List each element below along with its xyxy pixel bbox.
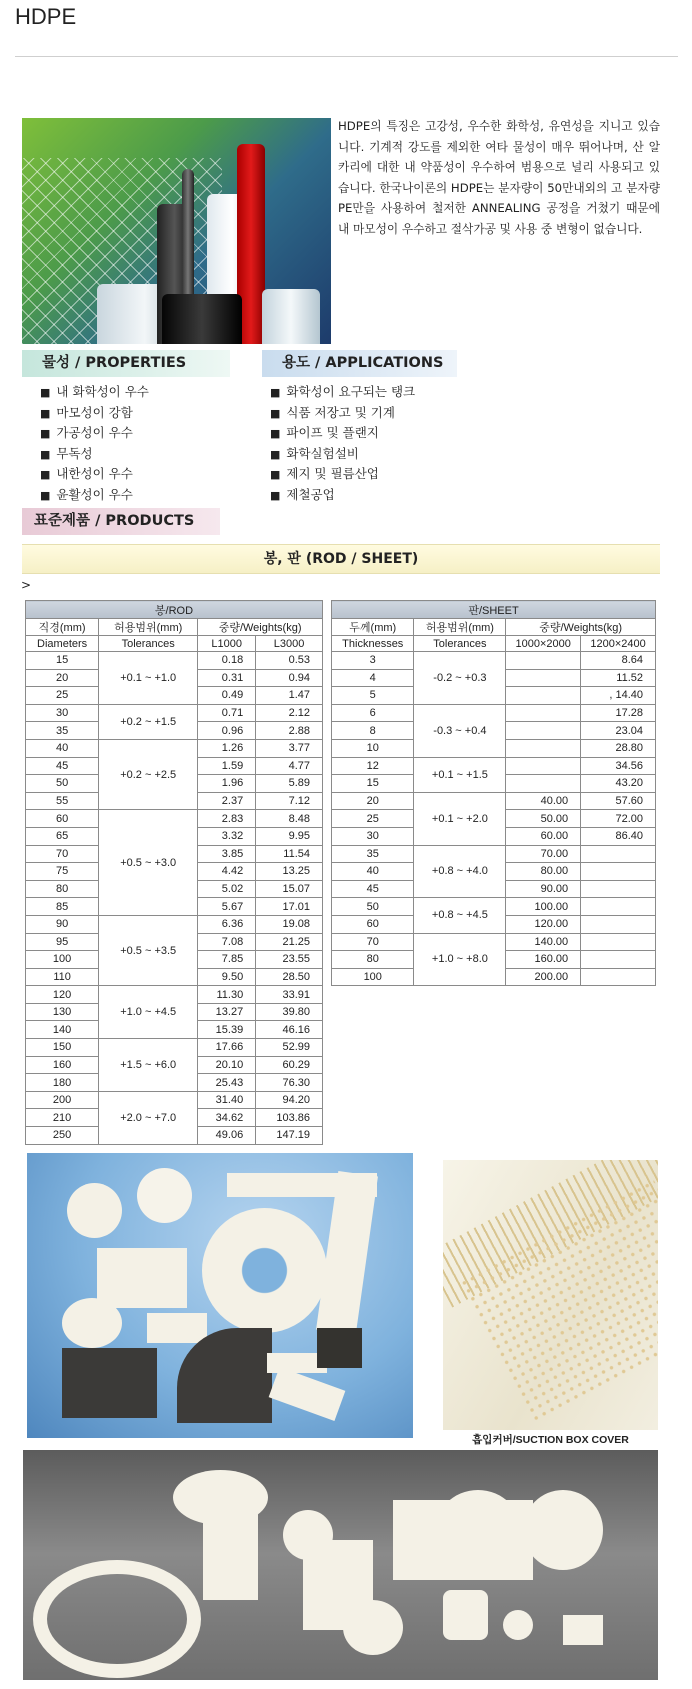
tolerance-cell: +0.5 ~ +3.0	[99, 810, 198, 916]
size-cell: 50	[26, 775, 99, 793]
table-row	[26, 1039, 323, 1057]
size-cell: 35	[26, 722, 99, 740]
weight-cell: 160.00	[506, 951, 581, 969]
size-cell: 60	[332, 915, 414, 933]
weight-cell: 3.85	[198, 845, 256, 863]
size-cell: 200	[26, 1091, 99, 1109]
table-row	[26, 810, 323, 828]
suction-box-cover-photo	[443, 1160, 658, 1430]
hdpe-rods-photo	[22, 118, 331, 344]
size-cell: 160	[26, 1056, 99, 1074]
list-item: ■ 내한성이 우수	[40, 464, 149, 485]
weight-cell: 2.83	[198, 810, 256, 828]
size-cell: 30	[332, 827, 414, 845]
table-row	[26, 704, 323, 722]
table-row	[332, 933, 656, 951]
weight-cell: 39.80	[256, 1003, 323, 1021]
weight-cell: 2.12	[256, 704, 323, 722]
weight-cell: 57.60	[581, 792, 656, 810]
size-cell: 250	[26, 1127, 99, 1145]
size-cell: 85	[26, 898, 99, 916]
weight-cell: 11.54	[256, 845, 323, 863]
size-cell: 4	[332, 669, 414, 687]
weight-cell: 23.04	[581, 722, 656, 740]
weight-cell: 13.27	[198, 1003, 256, 1021]
weight-cell: 1.26	[198, 739, 256, 757]
weight-cell	[581, 968, 656, 986]
weight-cell: 140.00	[506, 933, 581, 951]
tolerance-cell: +1.0 ~ +8.0	[414, 933, 506, 986]
weight-cell: 50.00	[506, 810, 581, 828]
weight-cell: 28.80	[581, 739, 656, 757]
tolerance-cell: +1.0 ~ +4.5	[99, 986, 198, 1039]
weight-cell: 200.00	[506, 968, 581, 986]
tolerance-cell: +2.0 ~ +7.0	[99, 1091, 198, 1144]
weight-cell	[506, 669, 581, 687]
weight-cell: 0.71	[198, 704, 256, 722]
size-cell: 95	[26, 933, 99, 951]
weight-cell: 20.10	[198, 1056, 256, 1074]
size-cell: 75	[26, 863, 99, 881]
weight-cell: 15.39	[198, 1021, 256, 1039]
weight-cell	[506, 704, 581, 722]
applications-heading: 용도 / APPLICATIONS	[262, 350, 457, 377]
tolerance-cell: -0.3 ~ +0.4	[414, 704, 506, 757]
weight-cell: 49.06	[198, 1127, 256, 1145]
size-cell: 25	[26, 687, 99, 705]
size-cell: 110	[26, 968, 99, 986]
sheet-col-tolerance: 허용범위(mm)	[414, 619, 506, 636]
list-item: ■ 제지 및 필름산업	[270, 464, 415, 485]
weight-cell: 11.52	[581, 669, 656, 687]
tolerance-cell: +0.1 ~ +2.0	[414, 792, 506, 845]
size-cell: 70	[332, 933, 414, 951]
weight-cell: 15.07	[256, 880, 323, 898]
weight-cell	[581, 845, 656, 863]
machined-parts-photo	[27, 1153, 413, 1438]
rod-table	[25, 600, 323, 1145]
size-cell: 3	[332, 652, 414, 670]
tolerance-cell: +0.2 ~ +1.5	[99, 704, 198, 739]
weight-cell: 25.43	[198, 1074, 256, 1092]
weight-cell: 19.08	[256, 915, 323, 933]
applications-list	[270, 382, 415, 505]
size-cell: 25	[332, 810, 414, 828]
weight-cell: 8.64	[581, 652, 656, 670]
weight-cell	[506, 722, 581, 740]
size-cell: 50	[332, 898, 414, 916]
weight-cell	[506, 652, 581, 670]
weight-cell	[506, 775, 581, 793]
weight-cell: 94.20	[256, 1091, 323, 1109]
size-cell: 30	[26, 704, 99, 722]
weight-cell: 9.50	[198, 968, 256, 986]
weight-cell: 100.00	[506, 898, 581, 916]
size-cell: 100	[26, 951, 99, 969]
weight-cell: 4.77	[256, 757, 323, 775]
weight-cell: 76.30	[256, 1074, 323, 1092]
weight-cell: 90.00	[506, 880, 581, 898]
tolerance-cell: +0.8 ~ +4.0	[414, 845, 506, 898]
tolerance-cell: +0.5 ~ +3.5	[99, 915, 198, 985]
weight-cell: 0.49	[198, 687, 256, 705]
weight-cell: 5.89	[256, 775, 323, 793]
weight-cell: 3.77	[256, 739, 323, 757]
size-cell: 210	[26, 1109, 99, 1127]
weight-cell	[581, 863, 656, 881]
weight-cell	[581, 880, 656, 898]
list-item: ■ 내 화학성이 우수	[40, 382, 149, 403]
list-item: ■ 가공성이 우수	[40, 423, 149, 444]
weight-cell: 0.96	[198, 722, 256, 740]
size-cell: 120	[26, 986, 99, 1004]
size-cell: 80	[332, 951, 414, 969]
weight-cell: 103.86	[256, 1109, 323, 1127]
weight-cell: 13.25	[256, 863, 323, 881]
size-cell: 8	[332, 722, 414, 740]
rod-col-weight: 중량/Weights(kg)	[198, 619, 323, 636]
sheet-col-thickness-en: Thicknesses	[332, 636, 414, 652]
size-cell: 80	[26, 880, 99, 898]
weight-cell	[581, 933, 656, 951]
weight-cell: 7.12	[256, 792, 323, 810]
table-row	[332, 704, 656, 722]
weight-cell: 8.48	[256, 810, 323, 828]
weight-cell: 72.00	[581, 810, 656, 828]
tolerance-cell: +0.1 ~ +1.5	[414, 757, 506, 792]
tolerance-cell: +0.1 ~ +1.0	[99, 652, 198, 705]
size-cell: 15	[332, 775, 414, 793]
properties-heading: 물성 / PROPERTIES	[22, 350, 230, 377]
sheet-col-tolerance-en: Tolerances	[414, 636, 506, 652]
weight-cell: 7.85	[198, 951, 256, 969]
table-row	[332, 757, 656, 775]
size-cell: 15	[26, 652, 99, 670]
rod-col-tolerance: 허용범위(mm)	[99, 619, 198, 636]
intro-text: HDPE의 특징은 고강성, 우수한 화학성, 유연성을 지니고 있습니다. 기계적 강도를 제외한 여타 물성이 매우 뛰어나며, 산 알카리에 대한 내 약품성이 우수하여 범용으로 널리 사용되고 있습니다. 한국나이론의 HDPE는 분자량이 50만내외의 고 분자량 PE만을 사용하여 철저한 ANNEALING 공정을 거쳤기 때문에 내 마모성이 우수하고 절삭가공 및 사용 중 변형이 없습니다.	[338, 119, 660, 236]
weight-cell: 34.62	[198, 1109, 256, 1127]
weight-cell: 4.42	[198, 863, 256, 881]
tolerance-cell: -0.2 ~ +0.3	[414, 652, 506, 705]
size-cell: 20	[332, 792, 414, 810]
weight-cell: 147.19	[256, 1127, 323, 1145]
size-cell: 40	[26, 739, 99, 757]
weight-cell: 1.47	[256, 687, 323, 705]
list-item: ■ 화학실험설비	[270, 444, 415, 465]
weight-cell: 0.18	[198, 652, 256, 670]
rod-col-l1000: L1000	[198, 636, 256, 652]
weight-cell: 0.31	[198, 669, 256, 687]
weight-cell	[581, 898, 656, 916]
sheet-col-size1: 1000×2000	[506, 636, 581, 652]
size-cell: 100	[332, 968, 414, 986]
weight-cell: 46.16	[256, 1021, 323, 1039]
weight-cell: 23.55	[256, 951, 323, 969]
list-item: ■ 무독성	[40, 444, 149, 465]
list-item: ■ 파이프 및 플랜지	[270, 423, 415, 444]
weight-cell: 6.36	[198, 915, 256, 933]
sheet-table-title: 판/SHEET	[332, 601, 656, 619]
rod-table-title: 봉/ROD	[26, 601, 323, 619]
photo-caption: 흡입커버/SUCTION BOX COVER	[472, 1434, 629, 1446]
size-cell: 150	[26, 1039, 99, 1057]
size-cell: 45	[26, 757, 99, 775]
weight-cell: 1.96	[198, 775, 256, 793]
tolerance-cell: +0.2 ~ +2.5	[99, 739, 198, 809]
sheet-col-thickness: 두께(mm)	[332, 619, 414, 636]
table-row	[26, 986, 323, 1004]
size-cell: 45	[332, 880, 414, 898]
table-row	[26, 739, 323, 757]
size-cell: 60	[26, 810, 99, 828]
list-item: ■ 제철공업	[270, 485, 415, 506]
weight-cell: 5.02	[198, 880, 256, 898]
table-row	[26, 915, 323, 933]
list-item: ■ 화학성이 요구되는 탱크	[270, 382, 415, 403]
properties-list	[40, 382, 149, 505]
weight-cell: 21.25	[256, 933, 323, 951]
weight-cell	[506, 687, 581, 705]
weight-cell: 80.00	[506, 863, 581, 881]
weight-cell: 7.08	[198, 933, 256, 951]
size-cell: 65	[26, 827, 99, 845]
weight-cell	[506, 739, 581, 757]
size-cell: 130	[26, 1003, 99, 1021]
marker-text: >	[21, 578, 32, 592]
size-cell: 35	[332, 845, 414, 863]
title-divider	[15, 56, 678, 57]
rod-col-diameter-en: Diameters	[26, 636, 99, 652]
size-cell: 5	[332, 687, 414, 705]
rod-sheet-band: 봉, 판 (ROD / SHEET)	[22, 544, 660, 574]
size-cell: 70	[26, 845, 99, 863]
weight-cell: 17.66	[198, 1039, 256, 1057]
page-title: HDPE	[15, 4, 77, 29]
size-cell: 40	[332, 863, 414, 881]
weight-cell: 34.56	[581, 757, 656, 775]
size-cell: 140	[26, 1021, 99, 1039]
list-item: ■ 식품 저장고 및 기계	[270, 403, 415, 424]
weight-cell: 2.88	[256, 722, 323, 740]
table-row	[332, 845, 656, 863]
weight-cell: , 14.40	[581, 687, 656, 705]
size-cell: 180	[26, 1074, 99, 1092]
weight-cell	[506, 757, 581, 775]
weight-cell: 43.20	[581, 775, 656, 793]
size-cell: 90	[26, 915, 99, 933]
weight-cell: 11.30	[198, 986, 256, 1004]
weight-cell: 17.01	[256, 898, 323, 916]
list-item: ■ 윤활성이 우수	[40, 485, 149, 506]
size-cell: 12	[332, 757, 414, 775]
rod-col-diameter: 직경(mm)	[26, 619, 99, 636]
tolerance-cell: +1.5 ~ +6.0	[99, 1039, 198, 1092]
table-row	[332, 792, 656, 810]
rod-col-tolerance-en: Tolerances	[99, 636, 198, 652]
table-row	[26, 652, 323, 670]
weight-cell: 0.94	[256, 669, 323, 687]
list-item: ■ 마모성이 강함	[40, 403, 149, 424]
rod-col-l3000: L3000	[256, 636, 323, 652]
size-cell: 20	[26, 669, 99, 687]
table-row	[332, 652, 656, 670]
parts-assortment-photo	[23, 1450, 658, 1680]
products-heading: 표준제품 / PRODUCTS	[22, 508, 220, 535]
weight-cell: 120.00	[506, 915, 581, 933]
weight-cell: 2.37	[198, 792, 256, 810]
weight-cell: 9.95	[256, 827, 323, 845]
weight-cell: 60.29	[256, 1056, 323, 1074]
weight-cell: 3.32	[198, 827, 256, 845]
sheet-col-weight: 중량/Weights(kg)	[506, 619, 656, 636]
weight-cell: 40.00	[506, 792, 581, 810]
table-row	[26, 1091, 323, 1109]
weight-cell: 60.00	[506, 827, 581, 845]
table-row	[332, 898, 656, 916]
weight-cell: 28.50	[256, 968, 323, 986]
tolerance-cell: +0.8 ~ +4.5	[414, 898, 506, 933]
weight-cell: 70.00	[506, 845, 581, 863]
weight-cell: 86.40	[581, 827, 656, 845]
weight-cell: 5.67	[198, 898, 256, 916]
weight-cell: 33.91	[256, 986, 323, 1004]
sheet-col-size2: 1200×2400	[581, 636, 656, 652]
weight-cell: 52.99	[256, 1039, 323, 1057]
weight-cell: 1.59	[198, 757, 256, 775]
weight-cell: 31.40	[198, 1091, 256, 1109]
weight-cell: 17.28	[581, 704, 656, 722]
size-cell: 10	[332, 739, 414, 757]
weight-cell	[581, 951, 656, 969]
sheet-table	[331, 600, 656, 986]
size-cell: 55	[26, 792, 99, 810]
weight-cell: 0.53	[256, 652, 323, 670]
size-cell: 6	[332, 704, 414, 722]
weight-cell	[581, 915, 656, 933]
